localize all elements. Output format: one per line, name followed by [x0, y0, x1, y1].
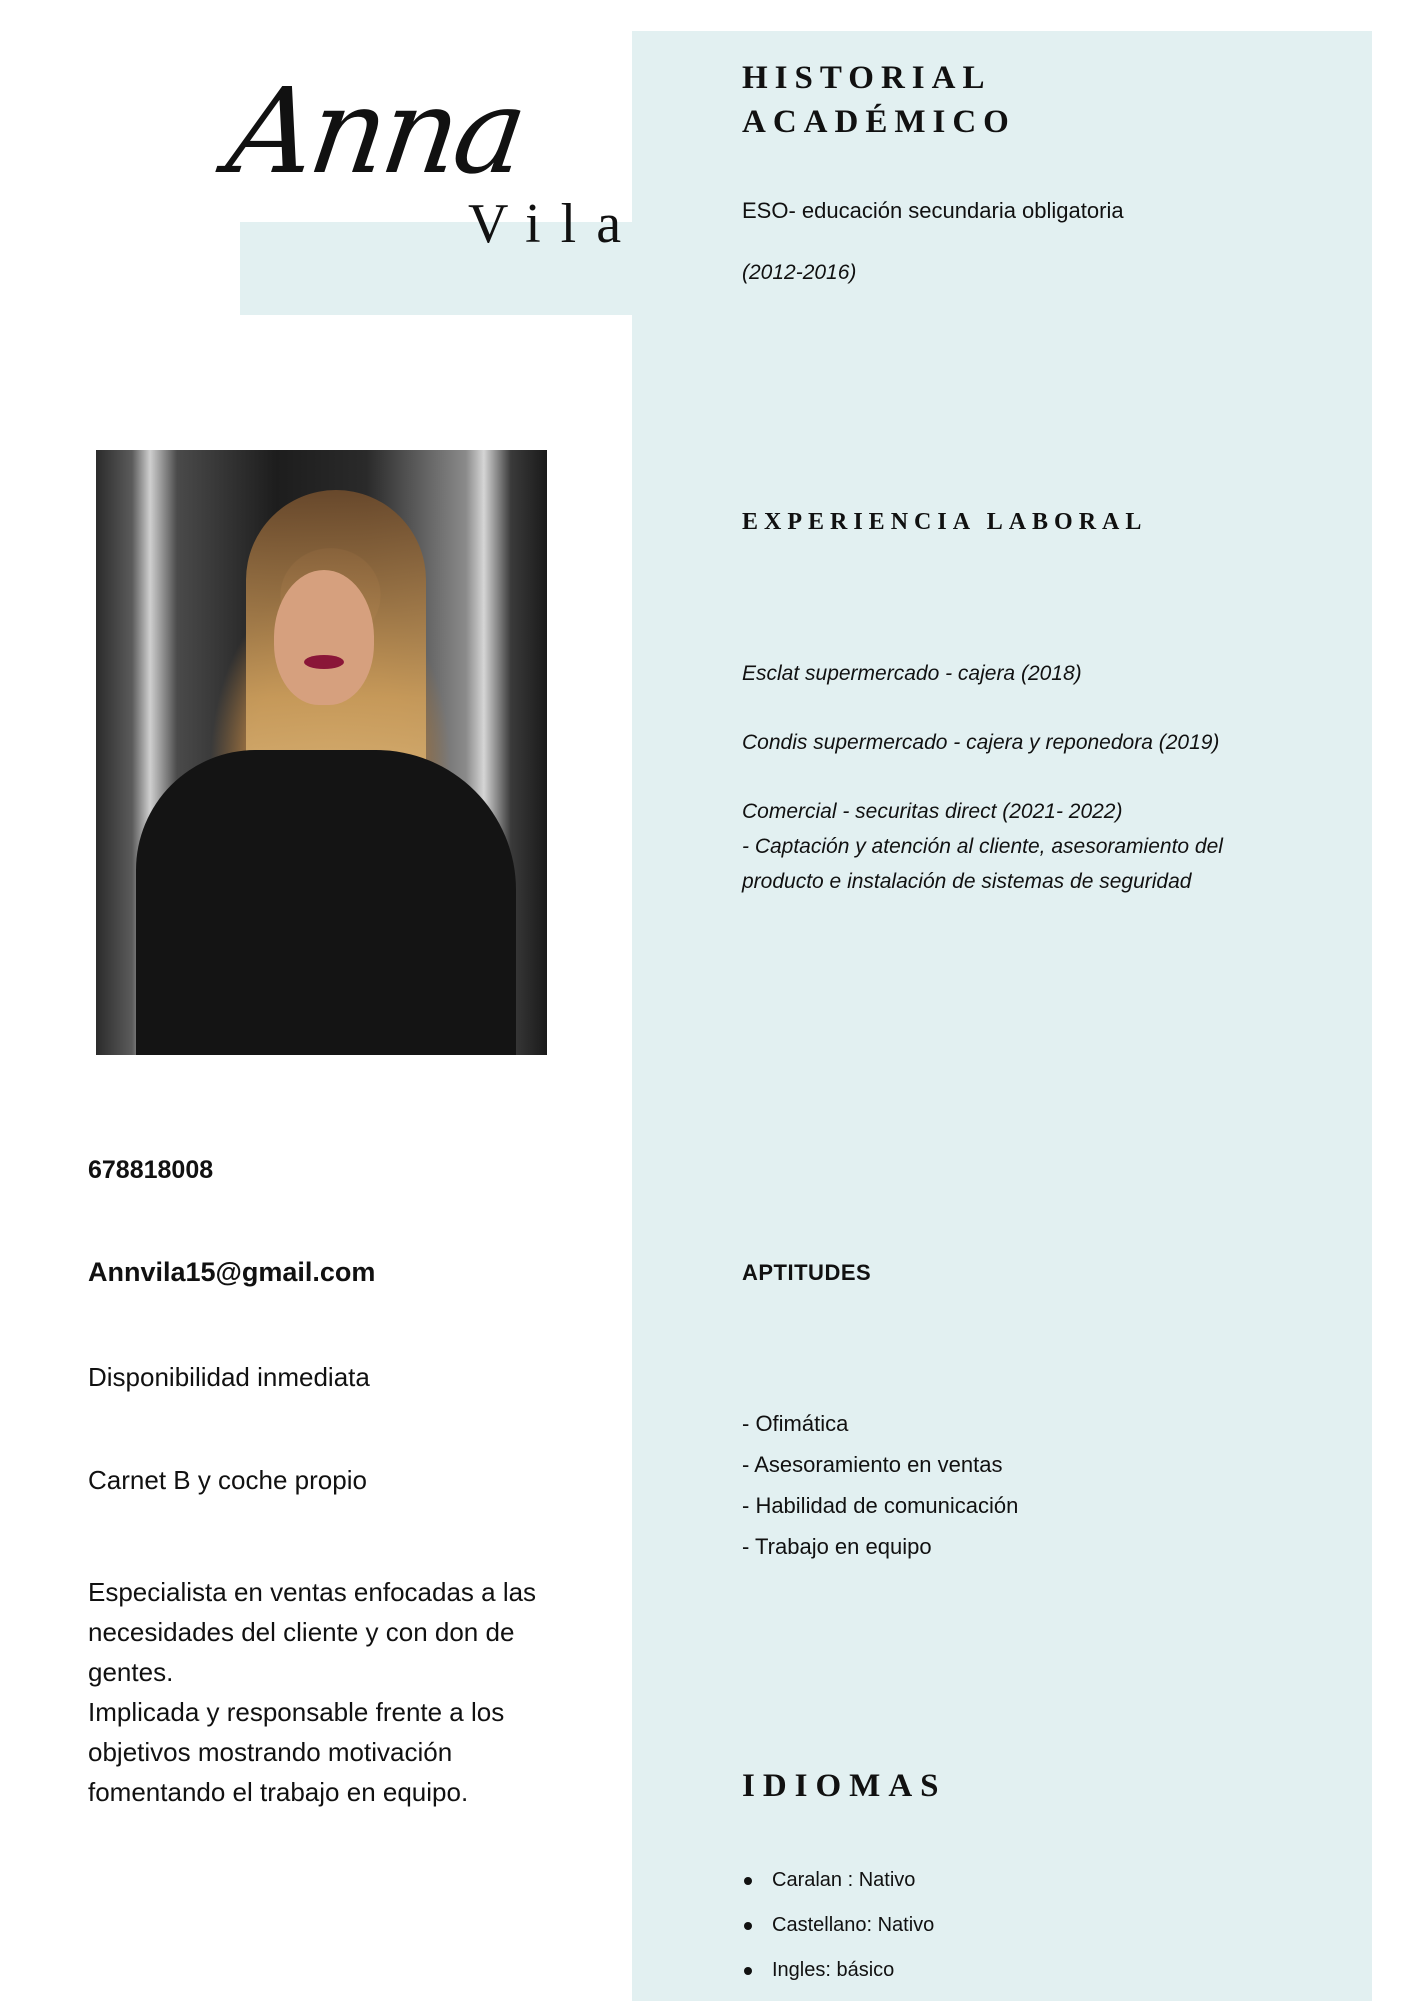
- photo-body: [136, 750, 516, 1055]
- education-heading: HISTORIAL ACADÉMICO: [742, 60, 1016, 140]
- education-item: ESO- educación secundaria obligatoria: [742, 198, 1124, 223]
- availability: Disponibilidad inmediata: [88, 1362, 370, 1392]
- phone-number: 678818008: [88, 1156, 214, 1184]
- skill-item: - Habilidad de comunicación: [742, 1493, 1019, 1518]
- experience-item: [742, 656, 1302, 691]
- profile-summary: [88, 1572, 558, 1812]
- summary-paragraph-2: Implicada y responsable frente a los objetivos mostrando motivación fomentando el trabajo en equipo.: [88, 1697, 505, 1807]
- language-item: Caralan : Nativo: [742, 1858, 934, 1903]
- experience-title: Esclat supermercado - cajera (2018): [742, 662, 1082, 685]
- languages-heading: IDIOMAS: [742, 1768, 947, 1804]
- first-name: Anna: [220, 62, 532, 200]
- photo-lips: [304, 655, 344, 669]
- driving-license: Carnet B y coche propio: [88, 1465, 367, 1495]
- experience-item: [742, 794, 1302, 899]
- experience-title: Comercial - securitas direct (2021- 2022): [742, 800, 1123, 823]
- skills-heading: APTITUDES: [742, 1260, 872, 1285]
- experience-list: [742, 656, 1302, 933]
- last-name: Vila: [468, 193, 642, 255]
- photo-face: [274, 570, 374, 705]
- right-panel: [632, 31, 1372, 2001]
- skill-item: - Asesoramiento en ventas: [742, 1452, 1003, 1477]
- skills-list: [742, 1403, 1018, 1567]
- skill-item: - Trabajo en equipo: [742, 1534, 932, 1559]
- experience-title: Condis supermercado - cajera y reponedora (2019): [742, 731, 1220, 754]
- skill-item: - Ofimática: [742, 1411, 849, 1436]
- education-years: (2012-2016): [742, 261, 857, 284]
- language-item: Castellano: Nativo: [742, 1903, 934, 1948]
- languages-list: [742, 1858, 934, 1993]
- summary-paragraph-1: Especialista en ventas enfocadas a las necesidades del cliente y con don de gentes.: [88, 1577, 537, 1687]
- experience-detail: - Captación y atención al cliente, asesoramiento del producto e instalación de sistemas de seguridad: [742, 835, 1223, 893]
- language-item: Ingles: básico: [742, 1948, 934, 1993]
- profile-photo: [96, 450, 547, 1055]
- email-address: Annvila15@gmail.com: [88, 1257, 376, 1287]
- experience-item: [742, 725, 1302, 760]
- experience-heading: EXPERIENCIA LABORAL: [742, 509, 1148, 535]
